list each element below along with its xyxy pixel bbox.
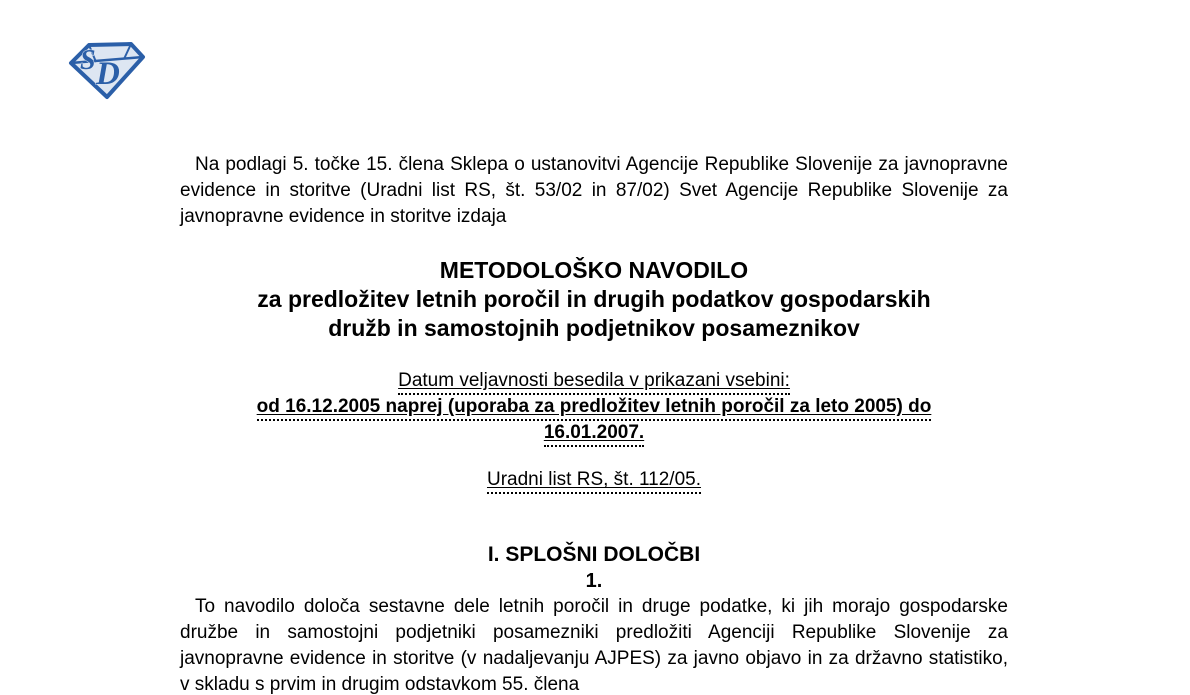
- validity-range-link-2[interactable]: 16.01.2007.: [544, 422, 644, 447]
- validity-block: [180, 368, 1008, 446]
- intro-paragraph: Na podlagi 5. točke 15. člena Sklepa o ustanovitvi Agencije Republike Slovenije za javnopravne evidence in storitve (Uradni list RS, št. 53/02 in 87/02) Svet Agencije Republike Slovenije za javnopravne evidence in storitve izdaja: [180, 154, 1008, 227]
- title-line-2: za predložitev letnih poročil in drugih podatkov gospodarskih: [257, 286, 931, 312]
- title-line-3: družb in samostojnih podjetnikov posameznikov: [328, 315, 860, 341]
- gazette-reference-link[interactable]: Uradni list RS, št. 112/05.: [487, 469, 701, 494]
- section-number: 1.: [585, 570, 603, 592]
- validity-range-link-1[interactable]: od 16.12.2005 naprej (uporaba za predložitev letnih poročil za leto 2005) do: [257, 396, 932, 421]
- logo-letter-d: D: [96, 56, 120, 92]
- gazette-reference-line: [180, 467, 1008, 493]
- validity-range-line-2: [180, 420, 1008, 446]
- body-paragraph: To navodilo določa sestavne dele letnih poročil in druge podatke, ki jih morajo gospodarske družbe in samostojni podjetniki posamezniki predložiti Agenciji Republike Slovenije za javnopravne evidence in storitve (v nadaljevanju AJPES) za javno objavo in za državno statistiko, v skladu s prvim in drugim odstavkom 55. člena: [180, 596, 1008, 695]
- validity-label-link[interactable]: Datum veljavnosti besedila v prikazani vsebini:: [398, 370, 790, 395]
- section-heading: I. SPLOŠNI DOLOČBI: [487, 543, 701, 566]
- sd-logo: [68, 38, 146, 100]
- validity-range-line-1: [180, 394, 1008, 420]
- sd-logo-icon: [68, 38, 146, 100]
- title-line-1: METODOLOŠKO NAVODILO: [439, 257, 749, 283]
- document-content: [180, 152, 1008, 695]
- document-title: [180, 256, 1008, 343]
- logo-letter-s: S: [80, 45, 96, 76]
- validity-label-line: [180, 368, 1008, 394]
